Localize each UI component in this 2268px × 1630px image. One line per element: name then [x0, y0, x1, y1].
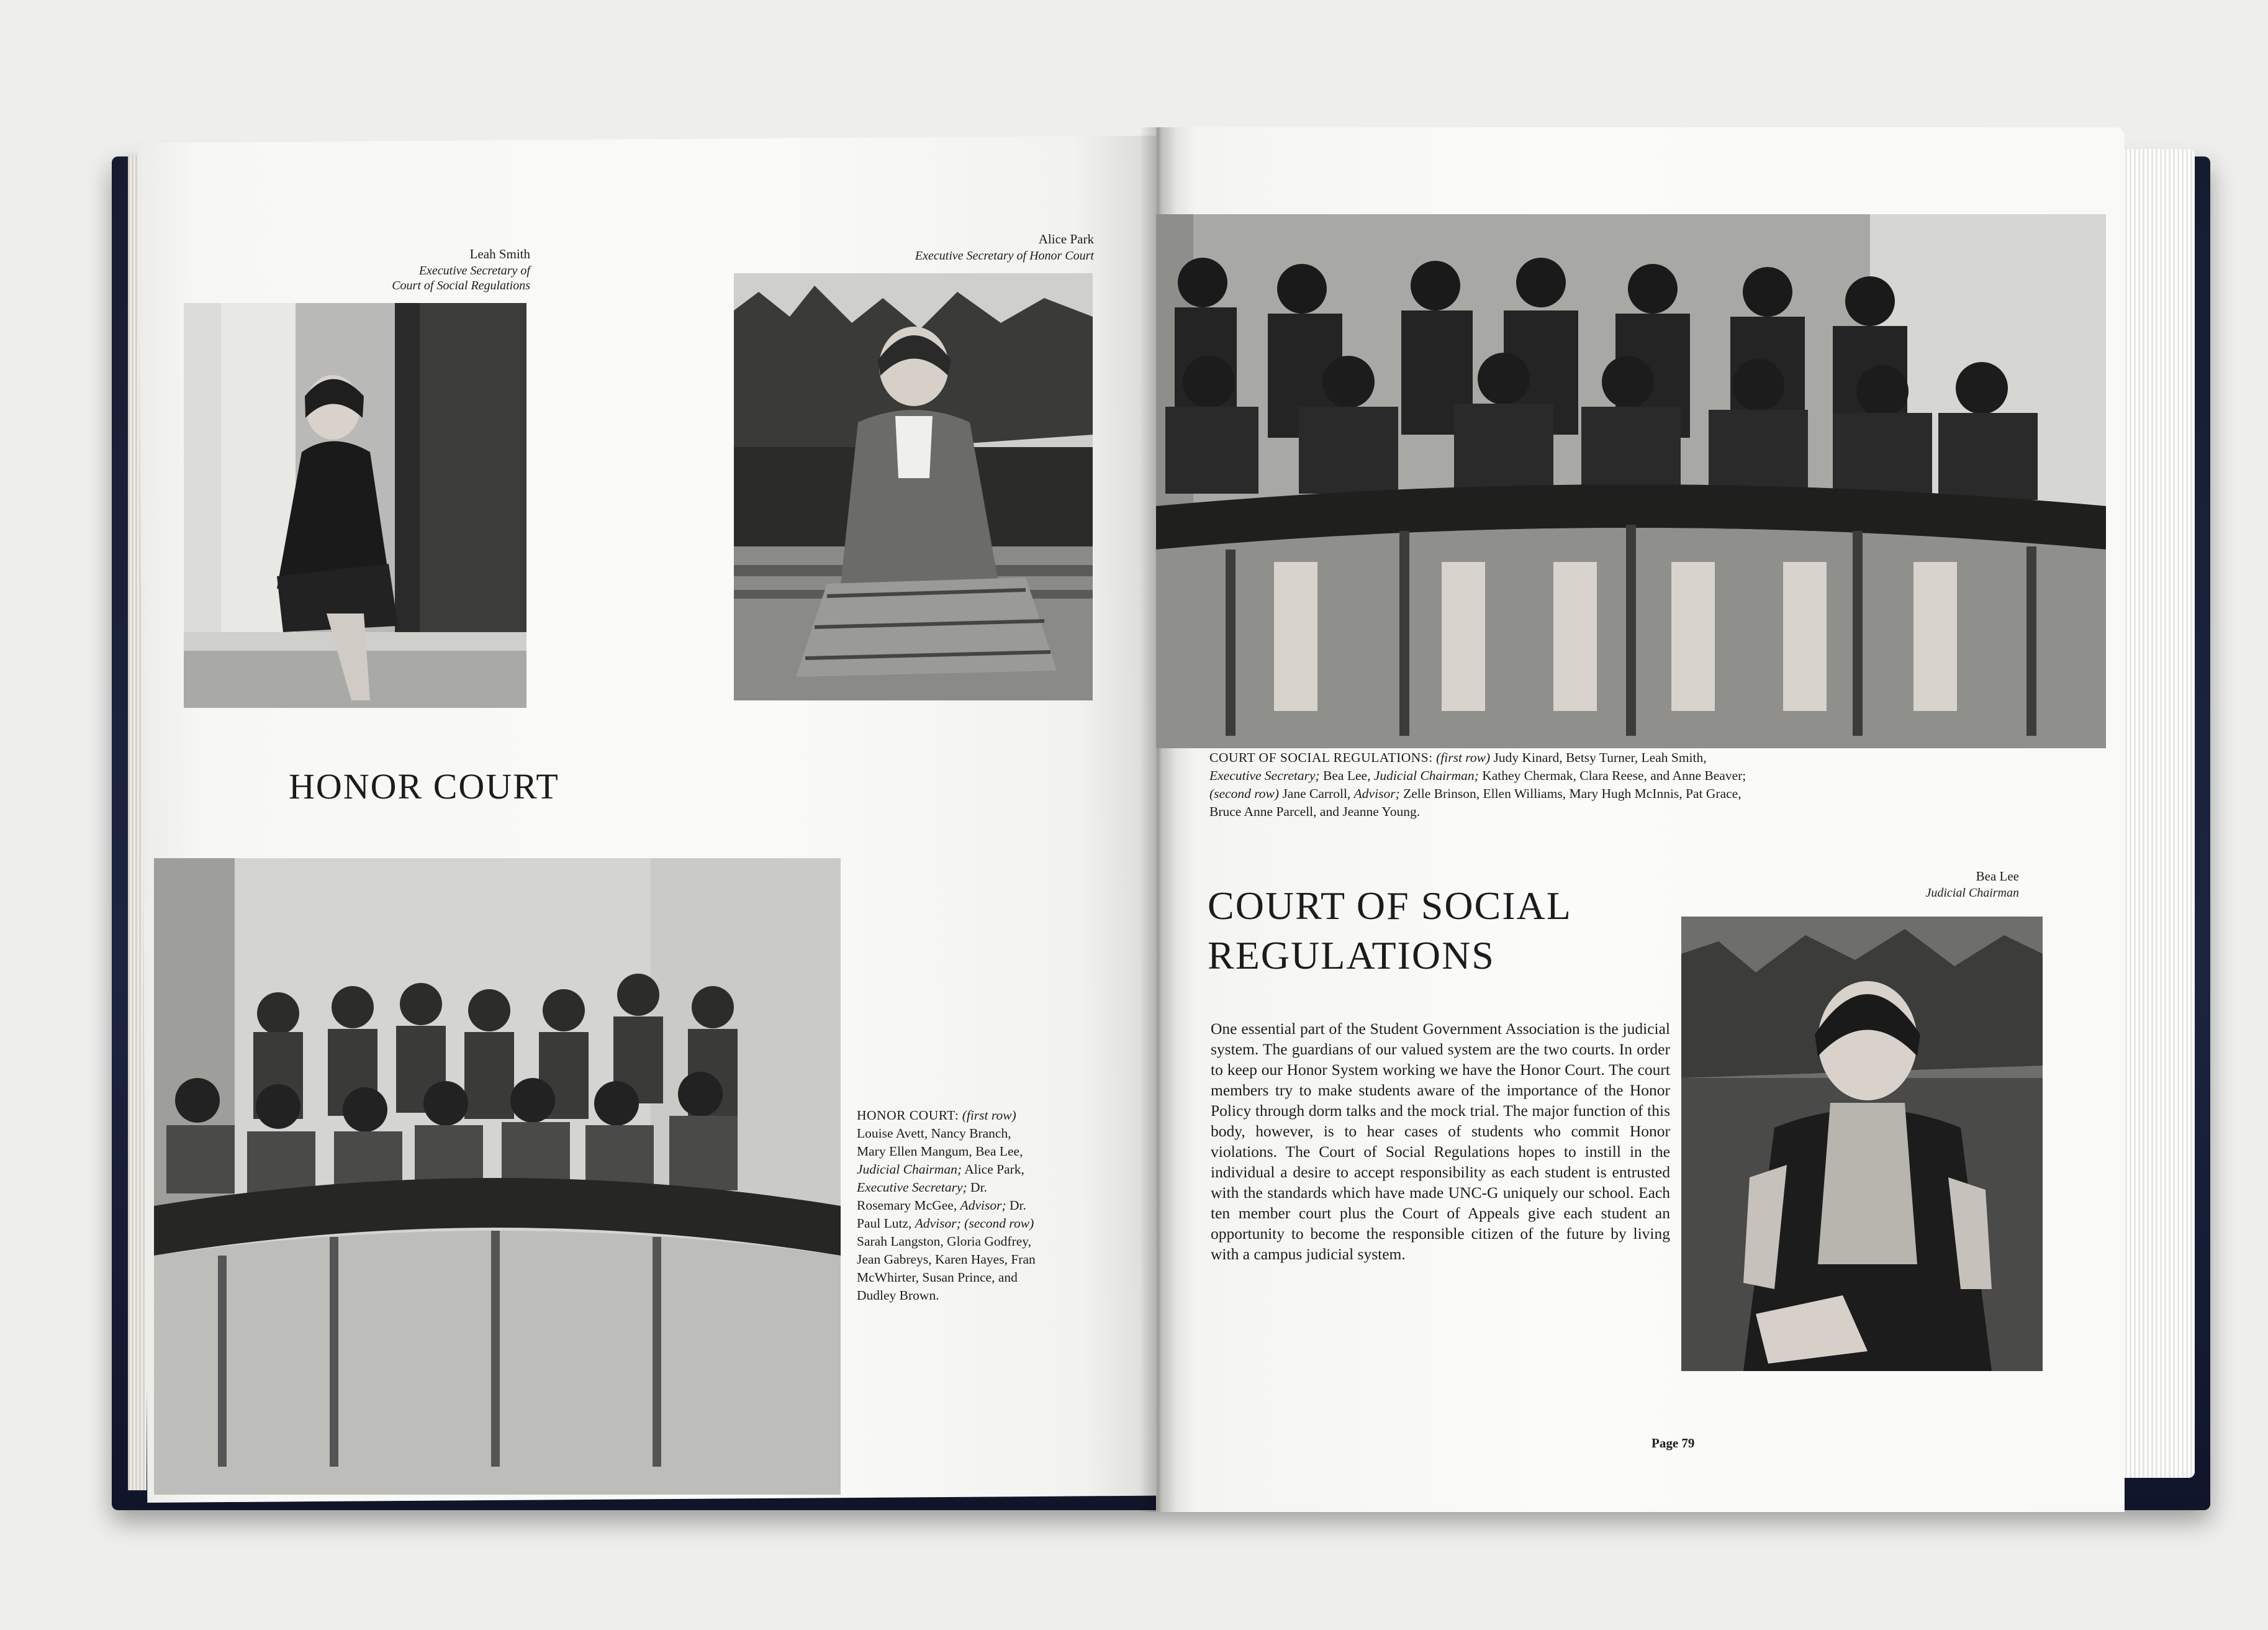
- social-regulations-caption-segment: Jane Carroll,: [1279, 786, 1354, 801]
- honor-court-caption-segment: (second row): [960, 1216, 1034, 1231]
- social-regulations-caption-segment: Judicial Chairman;: [1373, 768, 1479, 783]
- social-regulations-caption-segment: (first row): [1432, 750, 1491, 765]
- honor-court-caption-segment: Dr. Rosemary McGee,: [857, 1180, 987, 1213]
- honor-court-caption-segment: Judicial Chairman;: [857, 1162, 962, 1177]
- social-regulations-caption-segment: Executive Secretary;: [1209, 768, 1320, 783]
- honor-court-caption-segment: Sarah Langston, Gloria Godfrey, Jean Gabreys, Karen Hayes, Fran McWhirter, Susan Prince, and Dudley Brown.: [857, 1234, 1036, 1303]
- social-regulations-heading-line-2: REGULATIONS: [1208, 933, 1495, 977]
- honor-court-caption-segment: Executive Secretary;: [857, 1180, 967, 1195]
- social-regulations-heading-line-1: COURT OF SOCIAL: [1208, 884, 1572, 928]
- honor-court-caption-segment: Louise Avett, Nancy Branch, Mary Ellen Mangum, Bea Lee,: [857, 1126, 1023, 1159]
- honor-court-caption-lead: HONOR COURT:: [857, 1108, 959, 1123]
- leah-smith-photo: [184, 303, 526, 708]
- leah-smith-name: Leah Smith: [469, 247, 530, 261]
- social-regulations-group-caption: [1209, 749, 1756, 821]
- honor-court-group-caption: [857, 1107, 1043, 1305]
- page-number: Page 79: [1651, 1436, 1695, 1451]
- honor-court-caption-segment: Advisor;: [960, 1198, 1006, 1213]
- alice-park-role: Executive Secretary of Honor Court: [915, 249, 1094, 263]
- social-regulations-caption-segment: Kathey Chermak, Clara Reese, and Anne Beaver;: [1478, 768, 1746, 783]
- alice-park-photo: [734, 273, 1093, 700]
- social-regulations-caption-lead: COURT OF SOCIAL REGULATIONS:: [1209, 750, 1433, 765]
- honor-court-caption-names: [857, 1108, 1036, 1303]
- bea-lee-photo: [1681, 917, 2043, 1371]
- social-regulations-caption-segment: Advisor;: [1353, 786, 1400, 801]
- social-regulations-caption-segment: (second row): [1209, 786, 1280, 801]
- honor-court-caption-segment: Dr. Paul Lutz,: [857, 1198, 1026, 1231]
- social-regulations-caption-segment: Zelle Brinson, Ellen Williams, Mary Hugh McInnis, Pat Grace, Bruce Anne Parcell, and Jeanne Young.: [1209, 786, 1742, 819]
- bea-lee-name: Bea Lee: [1976, 869, 2019, 884]
- honor-court-caption-segment: Alice Park,: [962, 1162, 1024, 1177]
- leah-smith-role-line-1: Executive Secretary of: [418, 264, 530, 278]
- alice-park-name: Alice Park: [1038, 232, 1094, 247]
- bea-lee-role: Judicial Chairman: [1925, 886, 2019, 900]
- social-regulations-caption-segment: Bea Lee,: [1319, 768, 1374, 783]
- judicial-system-article: One essential part of the Student Government Association is the judicial system. The guardians of our valued system are the two courts. In order to keep our Honor System working we have the Honor Court. The court members try to make students aware of the importance of the Honor Policy through dorm talks and the mock trial. The major function of this body, however, is to hear cases of students who commit Honor violations. The Court of Social Regulations hopes to instill in the individual a desire to accept responsibility as each student is entrusted with the standards which have made UNC-G uniquely our school. Each ten member court plus the Court of Appeals give each student an opportunity to become the responsible citizen of the future by living with a campus judicial system.: [1211, 1020, 1670, 1263]
- right-page-edges: [2114, 149, 2195, 1478]
- leah-smith-role-line-2: Court of Social Regulations: [392, 279, 530, 292]
- social-regulations-group-photo: [1156, 214, 2106, 748]
- honor-court-heading: HONOR COURT: [289, 766, 559, 807]
- honor-court-group-photo: [154, 858, 841, 1495]
- social-regulations-caption-segment: Judy Kinard, Betsy Turner, Leah Smith,: [1490, 750, 1707, 765]
- honor-court-caption-segment: Advisor;: [915, 1216, 961, 1231]
- honor-court-caption-segment: (first row): [959, 1108, 1016, 1123]
